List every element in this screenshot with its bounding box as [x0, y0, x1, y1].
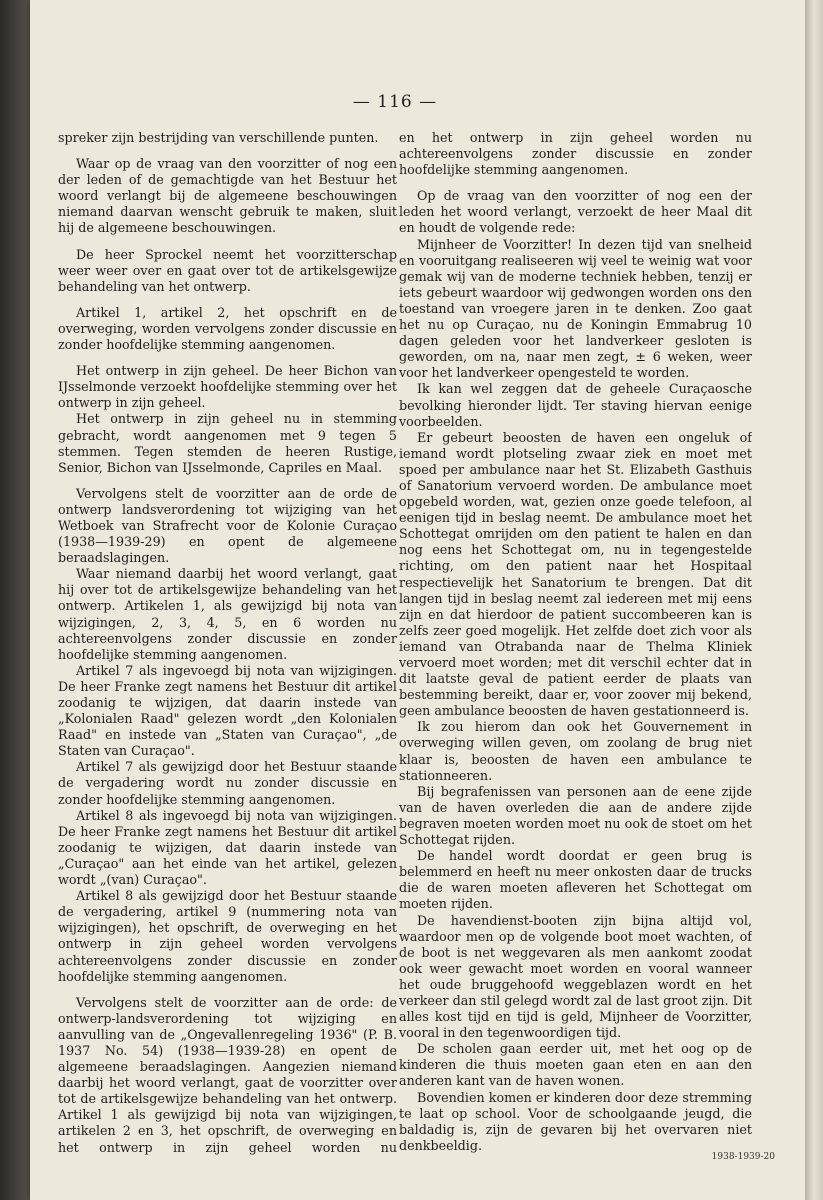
paragraph: Bovendien komen er kinderen door deze stremming te laat op school. Voor de schoolgaande jeugd, die baldadig is, zijn de gevaren bij het overvaren niet denkbeeldig. — [399, 1089, 752, 1153]
paragraph: Het ontwerp in zijn geheel nu in stemming gebracht, wordt aangenomen met 9 tegen 5 stemmen. Tegen stemden de heeren Rustige, Senior, Bichon van IJsselmonde, Capriles en Maal. — [58, 411, 397, 475]
book-gutter — [0, 0, 30, 1200]
footer-code: 1938-1939-20 — [711, 1152, 775, 1162]
paragraph: Vervolgens stelt de voorzitter aan de orde: de ontwerp-landsverordening tot wijziging en aanvulling van de „Ongevallenregeling 1936" (P. B. 1937 No. 54) (1938—1939-28) en opent de algemeene beraadslagingen. Aangezien niemand daarbij het woord verlangt, gaat de voorzitter over tot de artikelsgewijze behandeling van het ontwerp. Artikel 1 als gewijzigd bij nota van wijzigingen, artikelen 2 en 3, het opschrift, de overweging en het ontwerp in zijn geheel worden nu — [58, 994, 397, 1155]
paragraph: Het ontwerp in zijn geheel. De heer Bichon van IJsselmonde verzoekt hoofdelijke stemming over het ontwerp in zijn geheel. — [58, 363, 397, 411]
paragraph: Artikel 7 als ingevoegd bij nota van wijzigingen. De heer Franke zegt namens het Bestuur dit artikel zoodanig te wijzigen, dat daarin instede van „Kolonialen Raad" gelezen wordt „den Kolonialen Raad" en instede van „Staten van Curaçao", „de Staten van Curaçao". — [58, 662, 397, 759]
paragraph: De scholen gaan eerder uit, met het oog op de kinderen die thuis moeten gaan eten en aan den anderen kant van de haven wonen. — [399, 1041, 752, 1089]
paragraph: en het ontwerp in zijn geheel worden nu achtereenvolgens zonder discussie en zonder hoofdelijke stemming aangenomen. — [399, 130, 752, 178]
paragraph: Waar op de vraag van den voorzitter of nog een der leden of de gemachtigde van het Bestuur het woord verlangt bij de algemeene beschouwingen niemand daarvan wenscht gebruik te maken, sluit hij de algemeene beschouwingen. — [58, 156, 397, 236]
page-number: — 116 — — [352, 92, 438, 112]
paragraph: Op de vraag van den voorzitter of nog een der leden het woord verlangt, verzoekt de heer Maal dit en houdt de volgende rede: — [399, 188, 752, 236]
paragraph: De heer Sprockel neemt het voorzitterschap weer weer over en gaat over tot de artikelsgewijze behandeling van het ontwerp. — [58, 246, 397, 294]
right-column — [399, 130, 752, 1155]
paragraph: Vervolgens stelt de voorzitter aan de orde de ontwerp landsverordening tot wijziging van het Wetboek van Strafrecht voor de Kolonie Curaçao (1938—1939-29) en opent de algemeene beraadslagingen. — [58, 485, 397, 566]
paragraph: Er gebeurt beoosten de haven een ongeluk of iemand wordt plotseling zwaar ziek en moet met spoed per ambulance naar het St. Elizabeth Gasthuis of Sanatorium vervoerd worden. De ambulance moet opgebeld worden, wat, gezien onze goede telefoon, al eenigen tijd in beslag neemt. De ambulance moet het Schottegat omrijden om den patient te halen en dan nog eens het Schottegat om, nu in tegengestelde richting, om den patient naar het Hospitaal respectievelijk het Sanatorium te brengen. Dat dit langen tijd in beslag neemt zal iedereen met mij eens zijn en dat hierdoor de patient succombeeren kan is zelfs zeer goed mogelijk. Het zelfde doet zich voor als iemand van Otrabanda naar de Thelma Kliniek vervoerd moet worden; met dit verschil echter dat in dit laatste geval de patient eerder de plaats van bestemming bereikt, daar er, voor zoover mij bekend, geen ambulance beoosten de haven gestationneerd is. — [399, 429, 752, 719]
page-edge — [805, 0, 823, 1200]
paragraph: Artikel 8 als ingevoegd bij nota van wijzigingen. De heer Franke zegt namens het Bestuur dit artikel zoodanig te wijzigen, dat daarin instede van „Curaçao" aan het einde van het artikel, gelezen wordt „(van) Curaçao". — [58, 807, 397, 888]
paragraph: Ik kan wel zeggen dat de geheele Curaçaosche bevolking hieronder lijdt. Ter staving hiervan eenige voorbeelden. — [399, 381, 752, 429]
paragraph: De havendienst-booten zijn bijna altijd vol, waardoor men op de volgende boot moet wachten, of de boot is net weggevaren als men aankomt zoodat ook weer gewacht moet worden en vooral wanneer het oude bruggehoofd weggeblazen wordt en het verkeer dan stil gelegd wordt zal de last groot zijn. Dit alles kost tijd en tijd is geld, Mijnheer de Voorzitter, vooral in den tegenwoordigen tijd. — [399, 912, 752, 1041]
paragraph: Bij begrafenissen van personen aan de eene zijde van de haven overleden die aan de andere zijde begraven moeten worden moet nu ook de stoet om het Schottegat rijden. — [399, 783, 752, 848]
paragraph: spreker zijn bestrijding van verschillende punten. — [58, 130, 379, 145]
paragraph: Artikel 1, artikel 2, het opschrift en de overweging, worden vervolgens zonder discussie en zonder hoofdelijke stemming aangenomen. — [58, 304, 397, 353]
paragraph: Mijnheer de Voorzitter! In dezen tijd van snelheid en vooruitgang realiseeren wij veel te weinig wat voor gemak wij van de moderne techniek hebben, tenzij er iets gebeurt waardoor wij gedwongen worden ons den toestand van vroegere jaren in te denken. Zoo gaat het nu op Curaçao, nu de Koningin Emmabrug 10 dagen geleden voor het landverkeer gesloten is geworden, om na, naar men zegt, ± 6 weken, weer voor het landverkeer opengesteld te worden. — [399, 236, 752, 381]
paragraph: De handel wordt doordat er geen brug is belemmerd en heeft nu meer onkosten daar de trucks die de waren moeten afleveren het Schottegat om moeten rijden. — [399, 848, 752, 912]
paragraph: Artikel 8 als gewijzigd door het Bestuur staande de vergadering, artikel 9 (nummering nota van wijzigingen), het opschrift, de overweging en het ontwerp in zijn geheel worden vervolgens achtereenvolgens zonder discussie en zonder hoofdelijke stemming aangenomen. — [58, 888, 397, 984]
paragraph: Waar niemand daarbij het woord verlangt, gaat hij over tot de artikelsgewijze behandeling van het ontwerp. Artikelen 1, als gewijzigd bij nota van wijzigingen, 2, 3, 4, 5, en 6 worden nu achtereenvolgens zonder discussie en zonder hoofdelijke stemming aangenomen. — [58, 566, 397, 662]
left-column — [58, 130, 397, 1155]
paragraph: Ik zou hierom dan ook het Gouvernement in overweging willen geven, om zoolang de brug niet klaar is, beoosten de haven een ambulance te stationneeren. — [399, 719, 752, 783]
paragraph: Artikel 7 als gewijzigd door het Bestuur staande de vergadering wordt nu zonder discussie en zonder hoofdelijke stemming aangenomen. — [58, 759, 397, 807]
